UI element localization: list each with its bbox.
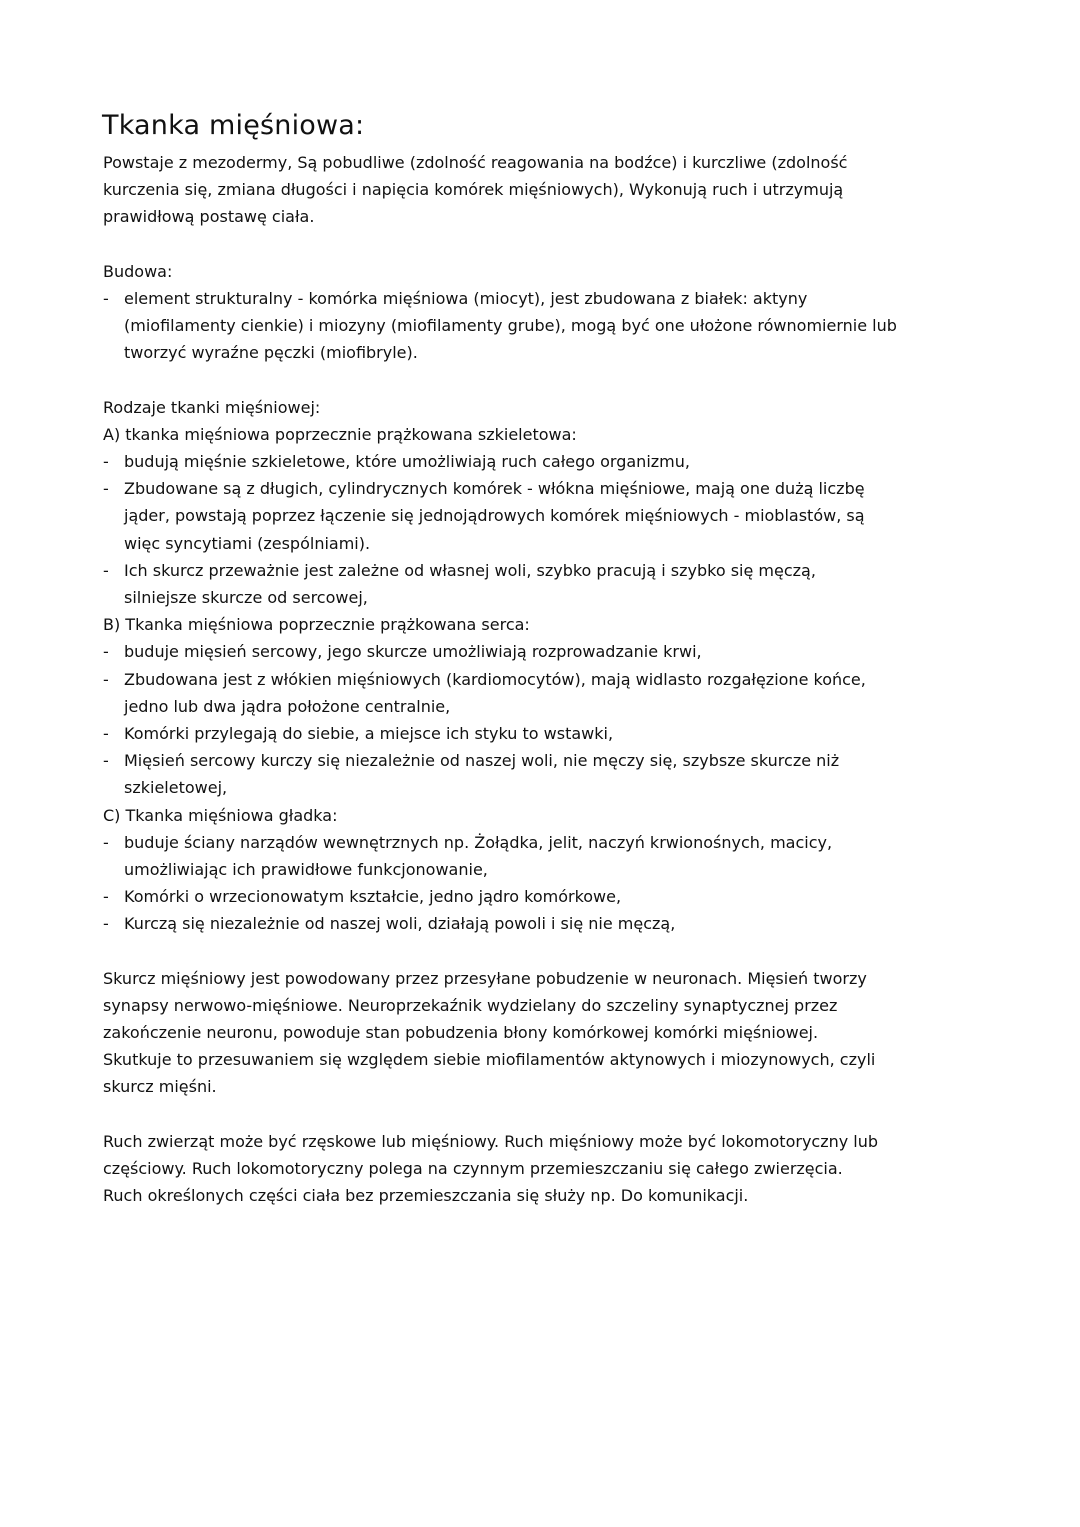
list-item bbox=[103, 747, 1003, 801]
text-line: (miofilamenty cienkie) i miozyny (miofilamenty grube), mogą być one ułożone równomiernie lub bbox=[124, 316, 897, 336]
ruch-paragraph bbox=[103, 1128, 1003, 1210]
text-line: Ich skurcz przeważnie jest zależne od własnej woli, szybko pracują i szybko się męczą, bbox=[124, 560, 816, 580]
text-line: buduje mięsień sercowy, jego skurcze umożliwiają rozprowadzanie krwi, bbox=[124, 642, 702, 662]
text-line: synapsy nerwowo-mięśniowe. Neuroprzekaźnik wydzielany do szczeliny synaptycznej przez bbox=[103, 995, 838, 1015]
dash-bullet: - bbox=[103, 887, 109, 907]
dash-bullet: - bbox=[103, 751, 109, 771]
dash-bullet: - bbox=[103, 560, 109, 580]
dash-bullet: - bbox=[103, 642, 109, 662]
text-line: skurcz mięśni. bbox=[103, 1077, 217, 1097]
list-item bbox=[103, 883, 1003, 910]
list-item bbox=[103, 475, 1003, 557]
tissue-type-b bbox=[103, 611, 1003, 801]
text-line: tworzyć wyraźne pęczki (miofibryle). bbox=[124, 343, 418, 363]
tissue-type-a bbox=[103, 421, 1003, 611]
text-line: zakończenie neuronu, powoduje stan pobudzenia błony komórkowej komórki mięśniowej. bbox=[103, 1023, 819, 1042]
text-line: Komórki o wrzecionowatym kształcie, jedno jądro komórkowe, bbox=[124, 887, 622, 907]
subsection-heading: A) tkanka mięśniowa poprzecznie prążkowana szkieletowa: bbox=[103, 424, 577, 444]
text-line: Ruch określonych części ciała bez przemieszczania się służy np. Do komunikacji. bbox=[103, 1186, 749, 1206]
tissue-type-c bbox=[103, 802, 1003, 938]
budowa-section bbox=[103, 258, 1003, 367]
text-line: jedno lub dwa jądra położone centralnie, bbox=[124, 696, 451, 716]
text-line: umożliwiając ich prawidłowe funkcjonowanie, bbox=[124, 859, 488, 879]
text-line: Skutkuje to przesuwaniem się względem siebie miofilamentów aktynowych i miozynowych, czyli bbox=[103, 1050, 876, 1070]
text-line: Mięsień sercowy kurczy się niezależnie od naszej woli, nie męczy się, szybsze skurcze niż bbox=[124, 751, 840, 771]
list-item bbox=[103, 638, 1003, 665]
text-line: kurczenia się, zmiana długości i napięcia komórek mięśniowych), Wykonują ruch i utrzymują bbox=[103, 180, 844, 200]
text-line: Komórki przylegają do siebie, a miejsce ich styku to wstawki, bbox=[124, 723, 614, 743]
text-line: Ruch zwierząt może być rzęskowe lub mięśniowy. Ruch mięśniowy może być lokomotoryczny lub bbox=[103, 1131, 879, 1151]
list-item bbox=[103, 720, 1003, 747]
dash-bullet: - bbox=[103, 479, 109, 499]
text-line: szkieletowej, bbox=[124, 778, 228, 798]
list-item bbox=[103, 557, 1003, 611]
subsection-heading: C) Tkanka mięśniowa gładka: bbox=[103, 805, 338, 825]
rodzaje-section bbox=[103, 394, 1003, 938]
text-line: Zbudowana jest z włókien mięśniowych (kardiomocytów), mają widlasto rozgałęzione końce, bbox=[124, 669, 866, 689]
text-line: Skurcz mięśniowy jest powodowany przez przesyłane pobudzenie w neuronach. Mięsień tworzy bbox=[103, 968, 867, 988]
list-item bbox=[103, 285, 1003, 367]
dash-bullet: - bbox=[103, 669, 109, 689]
section-heading: Rodzaje tkanki mięśniowej: bbox=[103, 397, 321, 417]
text-line: więc syncytiami (zespólniami). bbox=[124, 533, 371, 553]
dash-bullet: - bbox=[103, 914, 109, 934]
list-item bbox=[103, 910, 1003, 937]
dash-bullet: - bbox=[103, 288, 109, 308]
text-line: element strukturalny - komórka mięśniowa (miocyt), jest zbudowana z białek: aktyny bbox=[124, 288, 808, 308]
intro-paragraph bbox=[103, 149, 1003, 231]
text-line: Kurczą się niezależnie od naszej woli, działają powoli i się nie męczą, bbox=[124, 914, 676, 934]
text-line: częściowy. Ruch lokomotoryczny polega na czynnym przemieszczaniu się całego zwierzęcia. bbox=[103, 1158, 843, 1178]
section-heading: Budowa: bbox=[103, 261, 173, 281]
skurcz-paragraph bbox=[103, 965, 1003, 1101]
page-title: Tkanka mięśniowa: bbox=[102, 110, 365, 141]
text-line: budują mięśnie szkieletowe, które umożliwiają ruch całego organizmu, bbox=[124, 452, 690, 472]
text-line: prawidłową postawę ciała. bbox=[103, 207, 315, 227]
list-item bbox=[103, 666, 1003, 720]
text-line: Powstaje z mezodermy, Są pobudliwe (zdolność reagowania na bodźce) i kurczliwe (zdolność bbox=[103, 153, 848, 172]
list-item bbox=[103, 448, 1003, 475]
dash-bullet: - bbox=[103, 723, 109, 743]
list-item bbox=[103, 829, 1003, 883]
document-body bbox=[103, 149, 1003, 1209]
dash-bullet: - bbox=[103, 452, 109, 472]
text-line: jąder, powstają poprzez łączenie się jednojądrowych komórek mięśniowych - mioblastów, są bbox=[124, 506, 865, 526]
text-line: Zbudowane są z długich, cylindrycznych komórek - włókna mięśniowe, mają one dużą liczbę bbox=[124, 479, 865, 499]
subsection-heading: B) Tkanka mięśniowa poprzecznie prążkowana serca: bbox=[103, 615, 530, 635]
text-line: silniejsze skurcze od sercowej, bbox=[124, 588, 368, 607]
text-line: buduje ściany narządów wewnętrznych np. Żołądka, jelit, naczyń krwionośnych, macicy, bbox=[124, 832, 833, 852]
dash-bullet: - bbox=[103, 832, 109, 852]
